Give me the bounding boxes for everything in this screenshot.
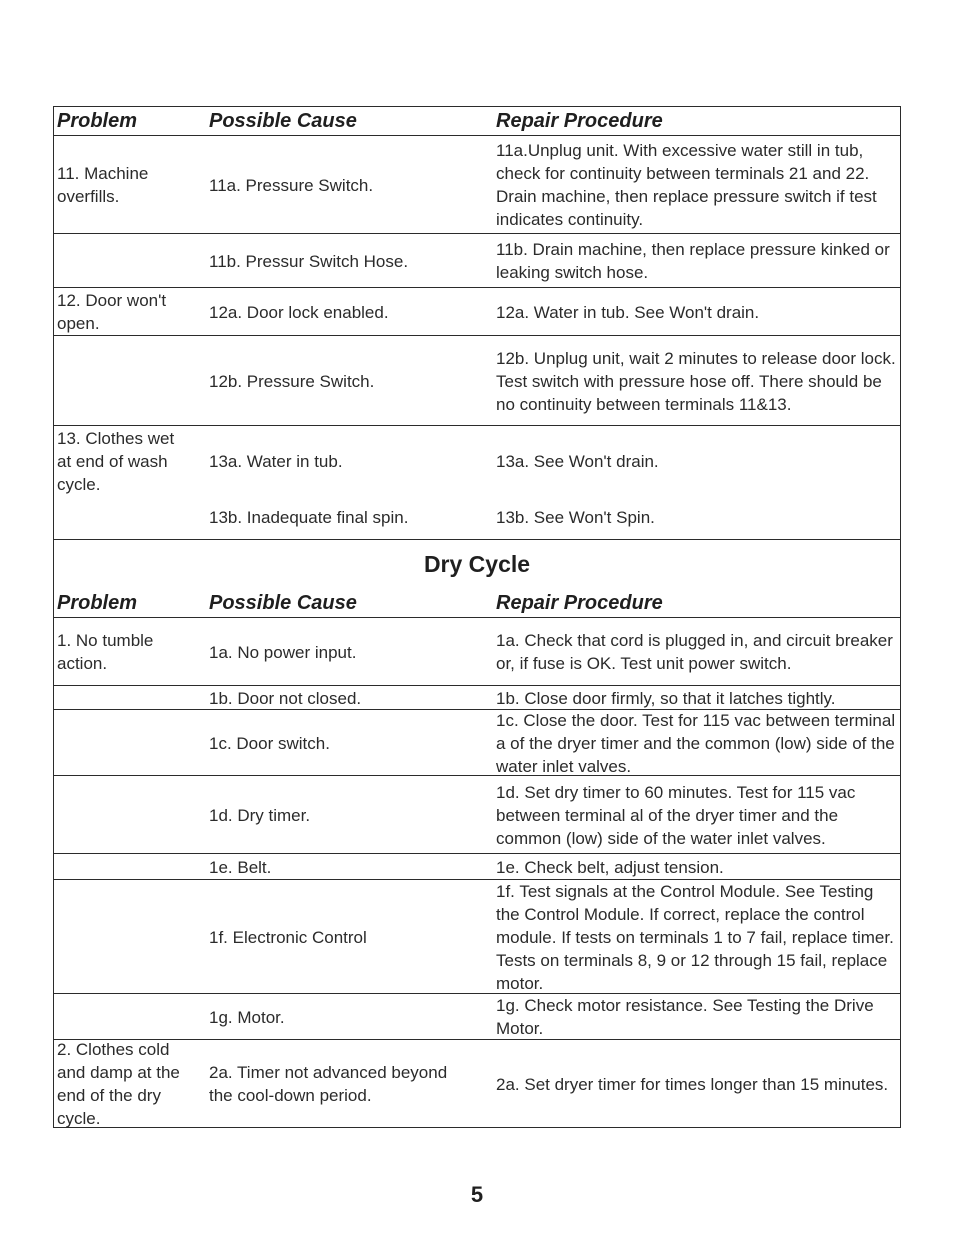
procedure-cell: 1f. Test signals at the Control Module. See Testing the Control Module. If correct, replace the control module. If tests on terminals 1 to 7 fail, replace timer. Tests on terminals 8, 9 or 12 through 15 fail, replace motor. bbox=[496, 881, 894, 993]
procedure-cell: 1a. Check that cord is plugged in, and circuit breaker or, if fuse is OK. Test unit power switch. bbox=[496, 631, 893, 673]
table-row bbox=[54, 853, 900, 880]
table-row bbox=[54, 335, 900, 426]
procedure-cell: 1b. Close door firmly, so that it latches tightly. bbox=[496, 688, 836, 708]
problem-cell: 13. Clothes wet at end of wash cycle. bbox=[57, 428, 175, 494]
procedure-cell: 1c. Close the door. Test for 115 vac between terminal a of the dryer timer and the common (low) side of the water inlet valves. bbox=[496, 710, 896, 776]
table-row bbox=[54, 135, 900, 234]
header-procedure: Repair Procedure bbox=[496, 591, 663, 614]
troubleshooting-table bbox=[53, 106, 901, 1128]
table-row bbox=[54, 685, 900, 710]
problem-cell bbox=[57, 686, 197, 710]
header-cause: Possible Cause bbox=[209, 109, 357, 132]
table-row bbox=[54, 1039, 900, 1128]
table-row bbox=[54, 617, 900, 686]
table-row bbox=[54, 287, 900, 336]
cause-cell: 12b. Pressure Switch. bbox=[209, 371, 375, 391]
table-row bbox=[54, 993, 900, 1040]
cause-cell: 1d. Dry timer. bbox=[209, 805, 311, 825]
cause-cell: 1f. Electronic Control bbox=[209, 927, 367, 947]
problem-cell bbox=[57, 710, 197, 776]
problem-cell: 12. Door won't open. bbox=[57, 291, 167, 333]
table-row bbox=[54, 879, 900, 994]
section-title-dry-cycle: Dry Cycle bbox=[423, 551, 531, 577]
table-row bbox=[54, 425, 900, 496]
cause-cell: 12a. Door lock enabled. bbox=[209, 302, 389, 322]
table-header-wash bbox=[54, 107, 900, 135]
procedure-cell: 11b. Drain machine, then replace pressure kinked or leaking switch hose. bbox=[496, 240, 890, 282]
procedure-cell: 13b. See Won't Spin. bbox=[496, 507, 655, 527]
problem-cell bbox=[57, 880, 197, 994]
header-cause: Possible Cause bbox=[209, 591, 357, 614]
header-problem: Problem bbox=[57, 591, 138, 614]
problem-cell: 1. No tumble action. bbox=[57, 631, 154, 673]
table-row bbox=[54, 775, 900, 854]
procedure-cell: 2a. Set dryer timer for times longer than 15 minutes. bbox=[496, 1074, 889, 1094]
problem-cell bbox=[57, 776, 197, 854]
cause-cell: 13b. Inadequate final spin. bbox=[209, 507, 409, 527]
procedure-cell: 12b. Unplug unit, wait 2 minutes to release door lock. Test switch with pressure hose off. There should be no continuity between terminals 11&13. bbox=[496, 348, 896, 414]
table-row bbox=[54, 495, 900, 539]
header-procedure: Repair Procedure bbox=[496, 109, 663, 132]
problem-cell: 11. Machine overfills. bbox=[57, 164, 149, 206]
problem-cell bbox=[57, 495, 197, 539]
cause-cell: 1a. No power input. bbox=[209, 642, 357, 662]
table-header-dry bbox=[54, 589, 900, 617]
problem-cell bbox=[57, 336, 197, 426]
cause-cell: 1e. Belt. bbox=[209, 857, 272, 877]
cause-cell: 13a. Water in tub. bbox=[209, 451, 343, 471]
cause-cell: 11b. Pressur Switch Hose. bbox=[209, 251, 409, 271]
problem-cell: 2. Clothes cold and damp at the end of the dry cycle. bbox=[57, 1040, 180, 1128]
table-row bbox=[54, 233, 900, 288]
table-row bbox=[54, 709, 900, 776]
procedure-cell: 13a. See Won't drain. bbox=[496, 451, 659, 471]
procedure-cell: 1d. Set dry timer to 60 minutes. Test for 115 vac between terminal al of the dryer timer and the common (low) side of the water inlet valves. bbox=[496, 782, 856, 848]
page-number: 5 bbox=[470, 1182, 484, 1207]
problem-cell bbox=[57, 234, 197, 288]
procedure-cell: 11a.Unplug unit. With excessive water still in tub, check for continuity between terminals 21 and 22. Drain machine, then replace pressure switch if test indicates continuity. bbox=[496, 141, 877, 229]
header-problem: Problem bbox=[57, 109, 138, 132]
procedure-cell: 1g. Check motor resistance. See Testing the Drive Motor. bbox=[496, 996, 874, 1038]
cause-cell: 1g. Motor. bbox=[209, 1007, 285, 1027]
cause-cell: 11a. Pressure Switch. bbox=[209, 175, 374, 195]
problem-cell bbox=[57, 854, 197, 880]
cause-cell: 1c. Door switch. bbox=[209, 733, 330, 753]
cause-cell: 2a. Timer not advanced beyond the cool-down period. bbox=[209, 1063, 448, 1105]
problem-cell bbox=[57, 994, 197, 1040]
cause-cell: 1b. Door not closed. bbox=[209, 688, 362, 708]
procedure-cell: 1e. Check belt, adjust tension. bbox=[496, 857, 724, 877]
section-divider bbox=[54, 539, 900, 541]
procedure-cell: 12a. Water in tub. See Won't drain. bbox=[496, 302, 760, 322]
